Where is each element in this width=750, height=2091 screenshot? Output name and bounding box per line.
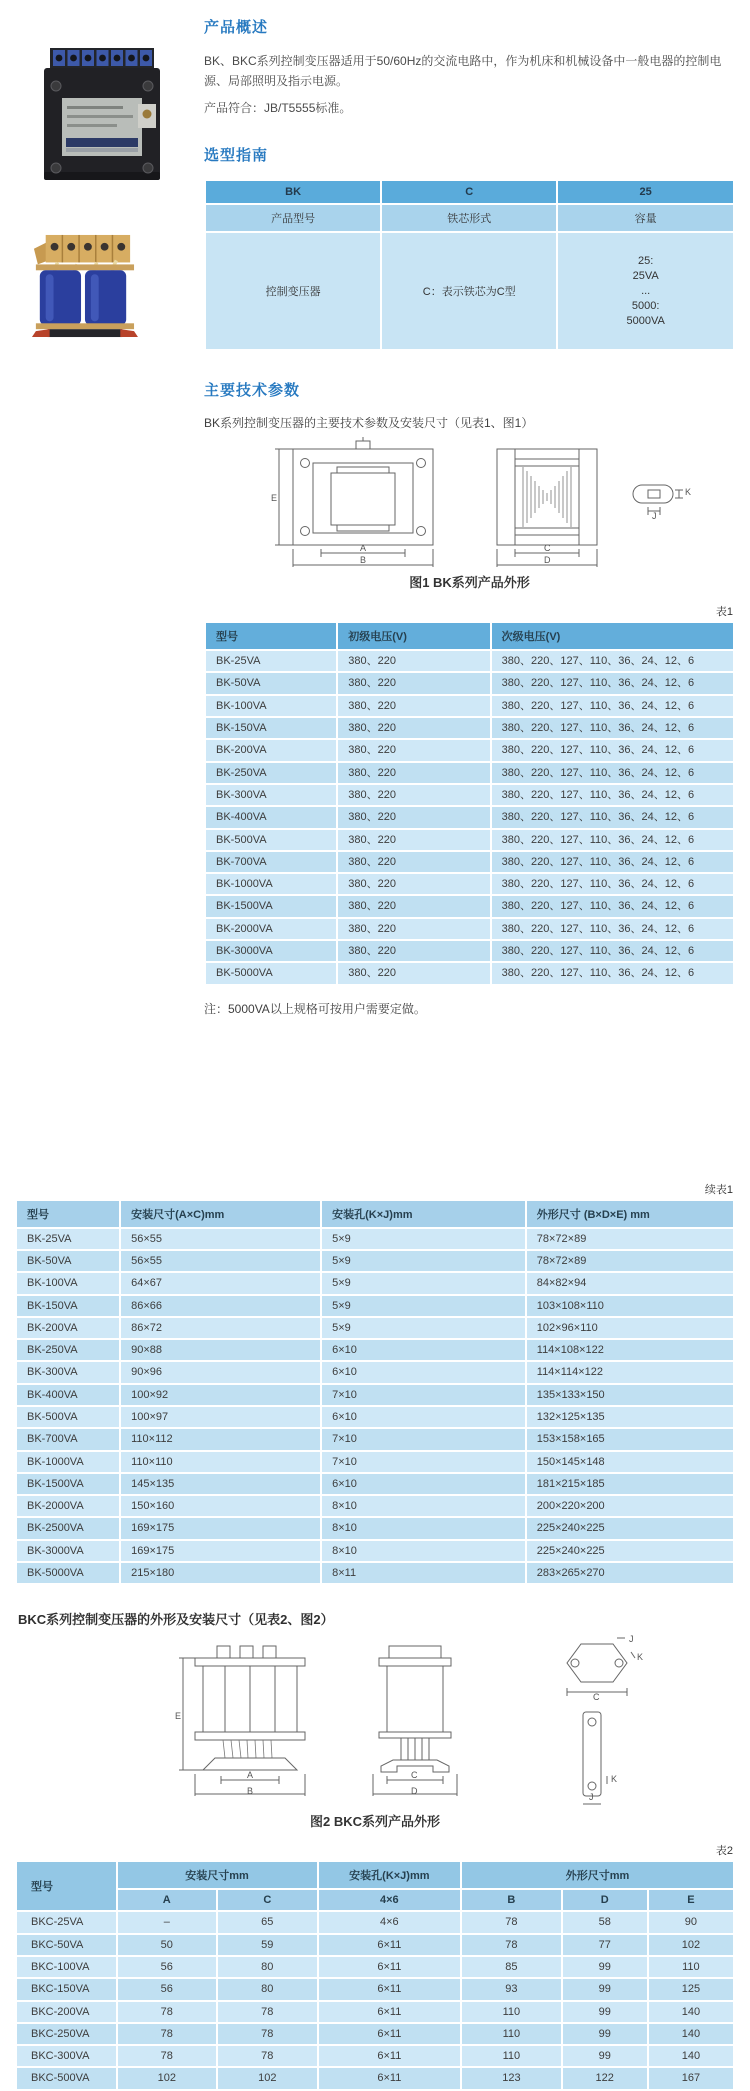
table-cell: BK-50VA [205, 672, 337, 694]
table-row [16, 1451, 734, 1473]
product-photos-column [18, 10, 186, 1029]
table-cell: 225×240×225 [526, 1517, 734, 1539]
table-cell: 90×88 [120, 1339, 321, 1361]
capacity-line: 5000: [631, 300, 660, 313]
table-cell: 6×10 [321, 1361, 526, 1383]
column-header: 安装尺寸mm [117, 1861, 318, 1889]
table-cell: 50 [117, 1934, 218, 1956]
table-cell: 99 [562, 1956, 648, 1978]
section-title-overview: 产品概述 [204, 19, 269, 36]
table-cell: 6×10 [321, 1406, 526, 1428]
table-row [16, 1406, 734, 1428]
table-cell: BK-250VA [205, 762, 337, 784]
table-row [205, 895, 734, 917]
dim-label-a: A [247, 1770, 254, 1781]
table-cell: 181×215×185 [526, 1473, 734, 1495]
table-cell: 110×110 [120, 1451, 321, 1473]
table-cell: 8×10 [321, 1495, 526, 1517]
table-cell: 4×6 [318, 1911, 462, 1933]
table-cell: 5×9 [321, 1317, 526, 1339]
column-header: 安装孔(K×J)mm [321, 1200, 526, 1228]
table1-note: 注：5000VA以上规格可按用户需要定做。 [204, 1001, 426, 1016]
table-cell: 122 [562, 2067, 648, 2089]
table-cell: 65 [217, 1911, 318, 1933]
table-cell: BK-300VA [16, 1361, 120, 1383]
table-cell: 110×112 [120, 1428, 321, 1450]
figure1 [204, 441, 735, 591]
table-cell: BK-200VA [16, 1317, 120, 1339]
table-cell: 78 [117, 2045, 218, 2067]
table-row [16, 1228, 734, 1250]
table-cell: 6×10 [321, 1473, 526, 1495]
table-row [16, 2023, 734, 2045]
table-cell: 380、220 [337, 895, 490, 917]
table-row [205, 962, 734, 984]
table-cell: 100×97 [120, 1406, 321, 1428]
capacity-line: 5000VA [626, 315, 665, 328]
table-cell: BK-2000VA [205, 918, 337, 940]
table-cell: BK-150VA [16, 1295, 120, 1317]
table-cell: 215×180 [120, 1562, 321, 1584]
table-row [205, 739, 734, 761]
column-header: 初级电压(V) [337, 622, 490, 650]
table-cell: 93 [461, 1978, 562, 2000]
bk-product-photo [36, 44, 168, 199]
code-cell: C [381, 180, 557, 204]
table-cell: BK-25VA [16, 1228, 120, 1250]
table-cell: 150×160 [120, 1495, 321, 1517]
table-cell: 78×72×89 [526, 1250, 734, 1272]
table-cell: – [117, 1911, 218, 1933]
bk-outline-drawing [235, 441, 705, 566]
table-cell: 5×9 [321, 1295, 526, 1317]
table-row [16, 1562, 734, 1584]
table-cell: 380、220 [337, 918, 490, 940]
table-cell: 7×10 [321, 1384, 526, 1406]
dim-label-a: A [359, 543, 366, 554]
table-cell: 56 [117, 1956, 218, 1978]
table-cell: BK-1000VA [205, 873, 337, 895]
table-cell: BKC-50VA [16, 1934, 117, 1956]
column-header: 外形尺寸mm [461, 1861, 734, 1889]
table-cell: 140 [648, 2045, 734, 2067]
label-cell: 铁芯形式 [381, 204, 557, 232]
table-cell: 56×55 [120, 1250, 321, 1272]
table-cell: 78 [461, 1911, 562, 1933]
bk-transformer-image [36, 44, 168, 194]
dim-label-c2: C [593, 1692, 600, 1703]
table-cell: 7×10 [321, 1428, 526, 1450]
table-cell: 102 [648, 1934, 734, 1956]
table-cell: 169×175 [120, 1517, 321, 1539]
dim-label-k: K [684, 487, 691, 498]
column-subheader: D [562, 1889, 648, 1911]
table-row [205, 650, 734, 672]
table-cell: 125 [648, 1978, 734, 2000]
table-cell: 6×11 [318, 2045, 462, 2067]
table-cell: 380、220 [337, 784, 490, 806]
table-cell: BK-250VA [16, 1339, 120, 1361]
column-header: 安装孔(K×J)mm [318, 1861, 462, 1889]
table-cell: 380、220 [337, 717, 490, 739]
table-cell: 8×10 [321, 1540, 526, 1562]
table-cell: 380、220、127、110、36、24、12、6 [491, 762, 734, 784]
column-subheader: B [461, 1889, 562, 1911]
table-cell: 90 [648, 1911, 734, 1933]
table-row [16, 1473, 734, 1495]
bkc-transformer-image [24, 233, 142, 339]
table2-label: 表2 [715, 1845, 733, 1858]
table-row [205, 829, 734, 851]
column-subheader: A [117, 1889, 218, 1911]
table-cell: 103×108×110 [526, 1295, 734, 1317]
code-cell: BK [205, 180, 381, 204]
bk-voltage-table [204, 621, 735, 985]
table-cell: 380、220 [337, 851, 490, 873]
table-cell: 6×11 [318, 1978, 462, 2000]
table-cell: BKC-300VA [16, 2045, 117, 2067]
column-subheader: E [648, 1889, 734, 1911]
table-cell: 78 [217, 2023, 318, 2045]
table-cell: 380、220 [337, 873, 490, 895]
table-cell: 380、220、127、110、36、24、12、6 [491, 806, 734, 828]
table-row [16, 1495, 734, 1517]
table-cell: BK-5000VA [205, 962, 337, 984]
table-row [16, 1978, 734, 2000]
table-row [16, 1272, 734, 1294]
table-cell: 380、220、127、110、36、24、12、6 [491, 695, 734, 717]
table1b-label: 续表1 [704, 1183, 733, 1196]
table-row [16, 1295, 734, 1317]
table-row [205, 806, 734, 828]
table-cell: 78 [117, 2023, 218, 2045]
label-cell: 容量 [557, 204, 734, 232]
table-cell: 225×240×225 [526, 1540, 734, 1562]
bkc-product-photo [24, 233, 142, 344]
dim-label-c: C [411, 1770, 418, 1781]
table-cell: BK-100VA [205, 695, 337, 717]
dim-label-c: C [543, 543, 550, 554]
table-cell: 114×114×122 [526, 1361, 734, 1383]
table-cell: 132×125×135 [526, 1406, 734, 1428]
table-cell: 64×67 [120, 1272, 321, 1294]
table-cell: 5×9 [321, 1250, 526, 1272]
table-cell: 110 [648, 1956, 734, 1978]
table-cell: 6×10 [321, 1339, 526, 1361]
table-row [205, 918, 734, 940]
table-cell: 169×175 [120, 1540, 321, 1562]
table-cell: 100×92 [120, 1384, 321, 1406]
table-cell: 99 [562, 2023, 648, 2045]
dim-label-d: D [543, 555, 550, 566]
table-cell: 110 [461, 2045, 562, 2067]
table-cell: BK-1500VA [205, 895, 337, 917]
table-cell: 110 [461, 2001, 562, 2023]
table-cell: 380、220、127、110、36、24、12、6 [491, 739, 734, 761]
dim-label-k2: K [611, 1774, 618, 1785]
table-cell: BKC-150VA [16, 1978, 117, 2000]
table-cell: 80 [217, 1956, 318, 1978]
table-cell: BK-700VA [205, 851, 337, 873]
table-cell: BK-200VA [205, 739, 337, 761]
dim-label-d: D [411, 1786, 418, 1797]
table-cell: 78 [117, 2001, 218, 2023]
table-cell: 78×72×89 [526, 1228, 734, 1250]
table-cell: 56×55 [120, 1228, 321, 1250]
table-cell: 140 [648, 2023, 734, 2045]
table-cell: 80 [217, 1978, 318, 2000]
table-cell: 7×10 [321, 1451, 526, 1473]
table-cell: BK-3000VA [16, 1540, 120, 1562]
table-cell: 58 [562, 1911, 648, 1933]
table-cell: BK-3000VA [205, 940, 337, 962]
table-cell: 380、220 [337, 806, 490, 828]
table-cell: 84×82×94 [526, 1272, 734, 1294]
table-row [205, 940, 734, 962]
table-cell: 380、220 [337, 695, 490, 717]
table-row [16, 1934, 734, 1956]
table-cell: BK-700VA [16, 1428, 120, 1450]
table-cell: 380、220、127、110、36、24、12、6 [491, 940, 734, 962]
table-cell: 78 [217, 2001, 318, 2023]
table-cell: 99 [562, 1978, 648, 2000]
table-cell: 56 [117, 1978, 218, 2000]
table-cell: BK-2500VA [16, 1517, 120, 1539]
table-cell: BK-50VA [16, 1250, 120, 1272]
selection-label-row [205, 204, 734, 232]
table-subheader-row [16, 1889, 734, 1911]
figure2-caption: 图2 BKC系列产品外形 [309, 1814, 440, 1830]
table-row [16, 2001, 734, 2023]
table-cell: BK-400VA [205, 806, 337, 828]
table-cell: 167 [648, 2067, 734, 2089]
table-cell: BK-2000VA [16, 1495, 120, 1517]
table1-label: 表1 [715, 606, 733, 619]
table-row [205, 873, 734, 895]
table-cell: 6×11 [318, 2023, 462, 2045]
section-title-selection: 选型指南 [204, 147, 269, 165]
table-cell: BK-1000VA [16, 1451, 120, 1473]
top-section [0, 0, 750, 1029]
overview-text: BK、BKC系列控制变压器适用于50/60Hz的交流电路中，作为机床和机械设备中一般电器的控制电源、局部照明及指示电源。 [204, 54, 722, 89]
content-column [186, 10, 735, 1029]
table-header-row [16, 1861, 734, 1889]
table-cell: 102 [117, 2067, 218, 2089]
table-cell: 59 [217, 1934, 318, 1956]
selection-code-row [205, 180, 734, 204]
table-cell: BK-5000VA [16, 1562, 120, 1584]
table-row [16, 1956, 734, 1978]
table-cell: BK-300VA [205, 784, 337, 806]
table-cell: 114×108×122 [526, 1339, 734, 1361]
column-header: 次级电压(V) [491, 622, 734, 650]
table-row [205, 851, 734, 873]
table-cell: 380、220、127、110、36、24、12、6 [491, 851, 734, 873]
table-cell: 380、220、127、110、36、24、12、6 [491, 784, 734, 806]
dim-label-j2: J [589, 1792, 594, 1803]
capacity-line: ... [641, 285, 651, 298]
table-cell: 86×72 [120, 1317, 321, 1339]
table-header-row [205, 622, 734, 650]
table-cell: BK-150VA [205, 717, 337, 739]
table-row [16, 1517, 734, 1539]
dim-label-b: B [359, 555, 366, 566]
table-row [205, 695, 734, 717]
table-row [16, 1250, 734, 1272]
table-cell: BK-500VA [16, 1406, 120, 1428]
table-cell: 140 [648, 2001, 734, 2023]
table-cell: BKC-100VA [16, 1956, 117, 1978]
column-header: 型号 [205, 622, 337, 650]
column-subheader: 4×6 [318, 1889, 462, 1911]
column-header: 安装尺寸(A×C)mm [120, 1200, 321, 1228]
table-cell: 6×11 [318, 1934, 462, 1956]
table-cell: 5×9 [321, 1228, 526, 1250]
table-cell: 200×220×200 [526, 1495, 734, 1517]
dim-label-b: B [247, 1786, 254, 1797]
table-cell: 135×133×150 [526, 1384, 734, 1406]
table-cell: 380、220、127、110、36、24、12、6 [491, 829, 734, 851]
table-cell: 123 [461, 2067, 562, 2089]
table-cell: 86×66 [120, 1295, 321, 1317]
table-cell: 5×9 [321, 1272, 526, 1294]
table-cell: BKC-500VA [16, 2067, 117, 2089]
table-cell: 150×145×148 [526, 1451, 734, 1473]
table-row [205, 784, 734, 806]
table-cell: BK-25VA [205, 650, 337, 672]
table-cell: BK-400VA [16, 1384, 120, 1406]
table-cell: 380、220、127、110、36、24、12、6 [491, 918, 734, 940]
table-row [16, 1317, 734, 1339]
table-cell: 6×11 [318, 2067, 462, 2089]
table-row [16, 1339, 734, 1361]
table-row [205, 672, 734, 694]
table-row [16, 1384, 734, 1406]
bk-dimension-table [15, 1199, 735, 1586]
selection-guide-table [204, 179, 735, 351]
table-cell: 102 [217, 2067, 318, 2089]
table-row [16, 2067, 734, 2089]
column-header: 型号 [16, 1861, 117, 1911]
table-cell: 380、220 [337, 672, 490, 694]
table-cell: 110 [461, 2023, 562, 2045]
table-row [16, 1911, 734, 1933]
table-cell: 145×135 [120, 1473, 321, 1495]
dim-label-j: J [651, 511, 656, 522]
table-row [205, 717, 734, 739]
column-subheader: C [217, 1889, 318, 1911]
table-cell: BKC-200VA [16, 2001, 117, 2023]
table-row [205, 762, 734, 784]
label-cell: 产品型号 [205, 204, 381, 232]
table-cell: 380、220 [337, 650, 490, 672]
table-cell: 6×11 [318, 2001, 462, 2023]
code-cell: 25 [557, 180, 734, 204]
table-cell: 85 [461, 1956, 562, 1978]
dim-label-k: K [637, 1652, 644, 1663]
table-cell: BK-1500VA [16, 1473, 120, 1495]
table-header-row [16, 1200, 734, 1228]
table-row [16, 1428, 734, 1450]
table-cell: 380、220 [337, 762, 490, 784]
capacity-line: 25: [638, 255, 654, 268]
table-cell: 78 [461, 1934, 562, 1956]
table-cell: 380、220、127、110、36、24、12、6 [491, 895, 734, 917]
table-cell: 102×96×110 [526, 1317, 734, 1339]
table-cell: 380、220、127、110、36、24、12、6 [491, 650, 734, 672]
table-cell: 6×11 [318, 1956, 462, 1978]
overview-standard: 产品符合：JB/T5555标准。 [204, 100, 352, 115]
column-header: 型号 [16, 1200, 120, 1228]
section-title-tech: 主要技术参数 [204, 382, 301, 400]
table-cell: 380、220 [337, 739, 490, 761]
table-cell: BK-100VA [16, 1272, 120, 1294]
table-cell: 380、220、127、110、36、24、12、6 [491, 717, 734, 739]
table-cell: 380、220、127、110、36、24、12、6 [491, 962, 734, 984]
desc-cell: C：表示铁芯为C型 [381, 232, 557, 350]
table-cell: BKC-250VA [16, 2023, 117, 2045]
bkc-series-line: BKC系列控制变压器的外形及安装尺寸（见表2、图2） [18, 1612, 334, 1628]
table-cell: BKC-25VA [16, 1911, 117, 1933]
capacity-line: 25VA [632, 270, 659, 283]
bkc-dimension-table [15, 1860, 735, 2090]
bk-series-line: BK系列控制变压器的主要技术参数及安装尺寸（见表1、图1） [204, 416, 534, 431]
selection-desc-row [205, 232, 734, 350]
dim-label-e: E [270, 493, 277, 504]
table-cell: 8×10 [321, 1517, 526, 1539]
table-cell: BK-500VA [205, 829, 337, 851]
column-header: 外形尺寸 (B×D×E) mm [526, 1200, 734, 1228]
table-cell: 99 [562, 2045, 648, 2067]
table-cell: 380、220、127、110、36、24、12、6 [491, 672, 734, 694]
dim-label-j: J [629, 1634, 634, 1645]
desc-cell: 控制变压器 [205, 232, 381, 350]
continuation-section [0, 1181, 750, 2091]
table-cell: 380、220 [337, 829, 490, 851]
table-cell: 77 [562, 1934, 648, 1956]
capacity-cell [557, 232, 734, 350]
table-cell: 380、220 [337, 940, 490, 962]
table-cell: 380、220、127、110、36、24、12、6 [491, 873, 734, 895]
table-cell: 283×265×270 [526, 1562, 734, 1584]
table-row [16, 1540, 734, 1562]
table-row [16, 2045, 734, 2067]
figure1-caption: 图1 BK系列产品外形 [409, 575, 530, 591]
bkc-outline-drawing [45, 1634, 705, 1802]
table-cell: 380、220 [337, 962, 490, 984]
table-cell: 8×11 [321, 1562, 526, 1584]
table-cell: 90×96 [120, 1361, 321, 1383]
table-cell: 153×158×165 [526, 1428, 734, 1450]
table-cell: 99 [562, 2001, 648, 2023]
figure2 [15, 1634, 735, 1830]
table-cell: 78 [217, 2045, 318, 2067]
dim-label-e: E [175, 1711, 182, 1722]
table-row [16, 1361, 734, 1383]
